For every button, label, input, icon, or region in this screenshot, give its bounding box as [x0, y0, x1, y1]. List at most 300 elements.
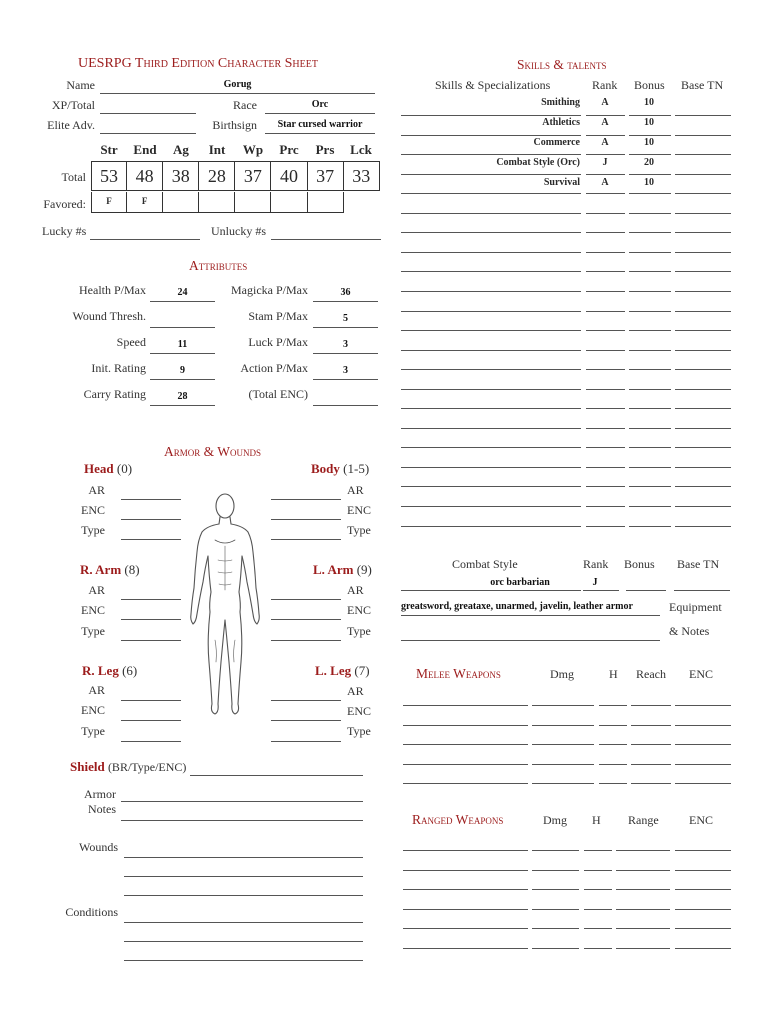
ranged-row-line[interactable] [616, 909, 670, 910]
skills-col-tn: Base TN [681, 78, 724, 92]
skill-row-line[interactable] [675, 408, 731, 409]
skill-row-line[interactable] [401, 389, 581, 390]
skill-row-line[interactable] [586, 115, 625, 116]
skill-row-line[interactable] [401, 408, 581, 409]
total-ag[interactable]: 38 [163, 161, 199, 191]
r-leg-range: (6) [122, 663, 138, 678]
skill-row-line[interactable] [586, 193, 625, 194]
magicka-label: Magicka P/Max [231, 283, 308, 297]
skill-bonus-1: 10 [644, 97, 654, 108]
melee-row-line[interactable] [675, 744, 731, 745]
lucky-field[interactable] [90, 224, 200, 240]
head-enc-field[interactable] [121, 505, 181, 520]
r-arm-name: R. Arm [80, 562, 122, 577]
skill-bonus-3: 10 [644, 137, 654, 148]
ranged-row-line[interactable] [584, 870, 612, 871]
init-rating-value: 9 [180, 365, 185, 376]
r-leg-enc-field[interactable] [121, 706, 181, 721]
head-ar-field[interactable] [121, 485, 181, 500]
r-leg-type-field[interactable] [121, 727, 181, 742]
r-arm-enc-field[interactable] [121, 605, 181, 620]
l-leg-name: L. Leg [315, 663, 352, 678]
skill-row-line[interactable] [629, 389, 671, 390]
conditions-line-1[interactable] [124, 908, 363, 923]
skill-name-3: Commerce [533, 137, 580, 148]
ranged-row-line[interactable] [584, 850, 612, 851]
skill-row-line[interactable] [629, 447, 671, 448]
skill-row-line[interactable] [586, 389, 625, 390]
body-ar-label: AR [347, 483, 364, 497]
skill-row-line[interactable] [675, 447, 731, 448]
carry-rating-field[interactable] [150, 388, 215, 406]
skill-row-line[interactable] [401, 311, 581, 312]
melee-title: Melee Weapons [416, 666, 501, 681]
total-prs[interactable]: 37 [308, 161, 344, 191]
r-leg-ar-label: AR [88, 683, 105, 697]
conditions-line-2[interactable] [124, 927, 363, 942]
melee-row-line[interactable] [532, 744, 594, 745]
ranged-row-line[interactable] [403, 909, 528, 910]
r-leg-heading [82, 663, 137, 679]
skill-row-line[interactable] [629, 526, 671, 527]
init-rating-field[interactable] [150, 362, 215, 380]
skill-row-line[interactable] [401, 350, 581, 351]
l-arm-heading [313, 562, 372, 578]
skill-row-line[interactable] [675, 428, 731, 429]
race-value: Orc [311, 99, 329, 110]
r-arm-heading [80, 562, 140, 578]
skill-row-line[interactable] [629, 350, 671, 351]
r-arm-type-label: Type [81, 624, 105, 638]
body-type-label: Type [347, 523, 371, 537]
armor-notes-label-2: Notes [88, 802, 116, 816]
luck-points-label: Luck P/Max [248, 335, 308, 349]
l-leg-ar-field[interactable] [271, 686, 341, 701]
r-arm-type-field[interactable] [121, 626, 181, 641]
melee-row-line[interactable] [631, 783, 671, 784]
skill-row-line[interactable] [401, 447, 581, 448]
melee-row-line[interactable] [599, 705, 627, 706]
skill-row-line[interactable] [629, 174, 671, 175]
skill-row-line[interactable] [675, 506, 731, 507]
sheet-title: UESRPG Third Edition Character Sheet [78, 56, 318, 71]
skill-row-line[interactable] [675, 389, 731, 390]
ranged-row-line[interactable] [675, 870, 731, 871]
favored-str[interactable]: F [91, 192, 127, 213]
l-leg-type-label: Type [347, 724, 371, 738]
skill-row-line[interactable] [675, 174, 731, 175]
melee-row-line[interactable] [532, 764, 594, 765]
skill-row-line[interactable] [586, 486, 625, 487]
speed-label: Speed [116, 335, 146, 349]
skill-row-line[interactable] [629, 115, 671, 116]
skill-row-line[interactable] [629, 232, 671, 233]
health-value: 24 [177, 287, 188, 298]
name-value: Gorug [223, 79, 252, 90]
skill-row-line[interactable] [401, 369, 581, 370]
skill-bonus-5: 10 [644, 177, 654, 188]
total-str[interactable]: 53 [91, 161, 127, 191]
wounds-line-1[interactable] [124, 843, 363, 858]
speed-field[interactable] [150, 336, 215, 354]
skill-row-line[interactable] [586, 506, 625, 507]
body-enc-label: ENC [347, 503, 371, 517]
wounds-label: Wounds [78, 840, 118, 854]
header-ag: Ag [173, 142, 189, 157]
skill-row-line[interactable] [675, 486, 731, 487]
melee-row-line[interactable] [532, 705, 594, 706]
armor-title: Armor & Wounds [164, 444, 262, 459]
attributes-title: Attributes [189, 258, 248, 273]
favored-prc[interactable] [271, 192, 307, 213]
ranged-row-line[interactable] [403, 948, 528, 949]
melee-col-enc: ENC [689, 667, 713, 681]
head-enc-label: ENC [81, 503, 105, 517]
combat-style-bonus-field[interactable] [626, 576, 666, 591]
total-enc-field[interactable] [313, 388, 378, 406]
skill-row-line[interactable] [586, 467, 625, 468]
skill-bonus-4: 20 [644, 157, 654, 168]
header-int: Int [208, 142, 226, 157]
skill-row-line[interactable] [401, 193, 581, 194]
skill-row-line[interactable] [675, 271, 731, 272]
skill-rank-3: A [601, 137, 609, 148]
melee-row-line[interactable] [675, 764, 731, 765]
skill-row-line[interactable] [401, 467, 581, 468]
skill-row-line[interactable] [401, 291, 581, 292]
combat-style-name-field[interactable] [401, 576, 581, 591]
r-arm-range: (8) [124, 562, 140, 577]
melee-row-line[interactable] [599, 764, 627, 765]
melee-row-line[interactable] [675, 725, 731, 726]
header-str: Str [100, 142, 118, 157]
action-points-label: Action P/Max [240, 361, 308, 375]
conditions-line-3[interactable] [124, 946, 363, 961]
skill-row-line[interactable] [629, 271, 671, 272]
stamina-field[interactable] [313, 310, 378, 328]
shield-name: Shield [70, 759, 105, 774]
carry-rating-label: Carry Rating [83, 387, 146, 401]
skill-row-line[interactable] [629, 135, 671, 136]
equipment-label-1: Equipment [669, 600, 722, 614]
ranged-col-h: H [592, 813, 601, 827]
ranged-row-line[interactable] [616, 870, 670, 871]
skill-row-line[interactable] [586, 526, 625, 527]
combat-style-col-rank: Rank [583, 557, 609, 571]
ranged-row-line[interactable] [675, 928, 731, 929]
skill-row-line[interactable] [675, 350, 731, 351]
health-label: Health P/Max [79, 283, 146, 297]
skill-row-line[interactable] [629, 291, 671, 292]
ranged-row-line[interactable] [584, 948, 612, 949]
birthsign-field[interactable] [265, 118, 375, 134]
skill-row-line[interactable] [586, 330, 625, 331]
skill-row-line[interactable] [401, 271, 581, 272]
action-points-value: 3 [343, 365, 348, 376]
skill-bonus-2: 10 [644, 117, 654, 128]
skill-row-line[interactable] [629, 428, 671, 429]
name-label: Name [66, 78, 95, 92]
skill-row-line[interactable] [675, 213, 731, 214]
skills-col-skill: Skills & Specializations [435, 78, 551, 92]
favored-int[interactable] [199, 192, 235, 213]
unlucky-label: Unlucky #s [211, 224, 266, 238]
skill-rank-2: A [601, 117, 609, 128]
ranged-row-line[interactable] [532, 909, 579, 910]
skill-row-line[interactable] [586, 174, 625, 175]
elite-field[interactable] [100, 118, 196, 134]
ranged-row-line[interactable] [616, 889, 670, 890]
carry-rating-value: 28 [177, 391, 188, 402]
melee-row-line[interactable] [403, 783, 528, 784]
skill-row-line[interactable] [629, 467, 671, 468]
melee-row-line[interactable] [403, 744, 528, 745]
skill-row-line[interactable] [586, 311, 625, 312]
melee-col-dmg: Dmg [550, 667, 574, 681]
total-enc-label: (Total ENC) [248, 387, 308, 401]
skill-row-line[interactable] [586, 369, 625, 370]
combat-style-name: orc barbarian [490, 577, 550, 588]
skill-row-line[interactable] [629, 213, 671, 214]
melee-row-line[interactable] [403, 705, 528, 706]
melee-row-line[interactable] [599, 783, 627, 784]
skill-row-line[interactable] [586, 447, 625, 448]
ranged-row-line[interactable] [532, 948, 579, 949]
skill-row-line[interactable] [401, 330, 581, 331]
total-int[interactable]: 28 [199, 161, 235, 191]
skill-row-line[interactable] [675, 115, 731, 116]
equipment-line-2[interactable] [401, 626, 660, 641]
skill-row-line[interactable] [629, 330, 671, 331]
skill-row-line[interactable] [401, 506, 581, 507]
r-leg-enc-label: ENC [81, 703, 105, 717]
body-range: (1-5) [343, 461, 370, 476]
melee-row-line[interactable] [675, 783, 731, 784]
skills-col-bonus: Bonus [634, 78, 665, 92]
l-arm-enc-label: ENC [347, 603, 371, 617]
total-lck[interactable]: 33 [344, 161, 380, 191]
magicka-value: 36 [340, 287, 351, 298]
l-arm-type-field[interactable] [271, 626, 341, 641]
skill-row-line[interactable] [401, 135, 581, 136]
skill-row-line[interactable] [401, 213, 581, 214]
l-leg-type-field[interactable] [271, 727, 341, 742]
ranged-row-line[interactable] [675, 948, 731, 949]
skill-row-line[interactable] [586, 428, 625, 429]
ranged-row-line[interactable] [532, 850, 579, 851]
skill-row-line[interactable] [675, 291, 731, 292]
skill-row-line[interactable] [401, 232, 581, 233]
ranged-row-line[interactable] [403, 850, 528, 851]
skill-row-line[interactable] [629, 369, 671, 370]
ranged-row-line[interactable] [616, 850, 670, 851]
skill-name-1: Smithing [541, 97, 580, 108]
stamina-label: Stam P/Max [248, 309, 308, 323]
ranged-col-range: Range [628, 813, 659, 827]
ranged-row-line[interactable] [616, 928, 670, 929]
action-points-field[interactable] [313, 362, 378, 380]
melee-row-line[interactable] [403, 725, 528, 726]
skill-row-line[interactable] [586, 350, 625, 351]
skill-row-line[interactable] [675, 467, 731, 468]
xp-field[interactable] [100, 98, 196, 114]
body-ar-field[interactable] [271, 485, 341, 500]
wound-thresh-field[interactable] [150, 310, 215, 328]
combat-style-rank-field[interactable] [583, 576, 619, 591]
l-arm-name: L. Arm [313, 562, 354, 577]
ranged-row-line[interactable] [532, 889, 579, 890]
wound-thresh-label: Wound Thresh. [72, 309, 146, 323]
birthsign-label: Birthsign [212, 118, 257, 132]
l-arm-ar-field[interactable] [271, 585, 341, 600]
xp-label: XP/Total [51, 98, 95, 112]
ranged-row-line[interactable] [675, 909, 731, 910]
melee-row-line[interactable] [631, 725, 671, 726]
skill-row-line[interactable] [401, 174, 581, 175]
wounds-line-3[interactable] [124, 881, 363, 896]
skills-col-rank: Rank [592, 78, 618, 92]
skill-row-line[interactable] [586, 291, 625, 292]
race-field[interactable] [265, 98, 375, 114]
body-type-field[interactable] [271, 525, 341, 540]
total-wp[interactable]: 37 [235, 161, 271, 191]
skill-row-line[interactable] [629, 193, 671, 194]
ranged-col-enc: ENC [689, 813, 713, 827]
health-field[interactable] [150, 284, 215, 302]
header-prs: Prs [315, 142, 335, 157]
skill-row-line[interactable] [675, 193, 731, 194]
skill-row-line[interactable] [401, 526, 581, 527]
skill-row-line[interactable] [629, 506, 671, 507]
ranged-row-line[interactable] [584, 909, 612, 910]
r-arm-enc-label: ENC [81, 603, 105, 617]
skill-row-line[interactable] [629, 408, 671, 409]
combat-style-col-tn: Base TN [677, 557, 720, 571]
skill-row-line[interactable] [586, 408, 625, 409]
l-arm-range: (9) [356, 562, 372, 577]
skill-row-line[interactable] [586, 271, 625, 272]
skill-name-2: Athletics [542, 117, 580, 128]
ranged-row-line[interactable] [675, 889, 731, 890]
speed-value: 11 [177, 339, 188, 350]
skill-row-line[interactable] [401, 115, 581, 116]
skill-row-line[interactable] [629, 252, 671, 253]
skill-name-5: Survival [543, 177, 580, 188]
favored-prs[interactable] [308, 192, 344, 213]
skill-row-line[interactable] [675, 232, 731, 233]
skill-row-line[interactable] [586, 232, 625, 233]
lucky-label: Lucky #s [42, 224, 87, 238]
melee-row-line[interactable] [675, 705, 731, 706]
l-leg-enc-field[interactable] [271, 706, 341, 721]
skill-row-line[interactable] [401, 154, 581, 155]
luck-points-field[interactable] [313, 336, 378, 354]
skill-row-line[interactable] [629, 311, 671, 312]
magicka-field[interactable] [313, 284, 378, 302]
skill-row-line[interactable] [401, 252, 581, 253]
l-leg-heading [315, 663, 370, 679]
skill-row-line[interactable] [586, 135, 625, 136]
ranged-row-line[interactable] [616, 948, 670, 949]
skill-row-line[interactable] [675, 369, 731, 370]
melee-col-h: H [609, 667, 618, 681]
combat-style-tn-field[interactable] [674, 576, 730, 591]
armor-notes-line-2[interactable] [121, 806, 363, 821]
melee-row-line[interactable] [403, 764, 528, 765]
skill-row-line[interactable] [675, 330, 731, 331]
skill-row-line[interactable] [401, 428, 581, 429]
favored-end[interactable]: F [127, 192, 163, 213]
total-prc[interactable]: 40 [271, 161, 307, 191]
body-heading [311, 461, 369, 477]
skill-row-line[interactable] [675, 526, 731, 527]
l-arm-enc-field[interactable] [271, 605, 341, 620]
body-enc-field[interactable] [271, 505, 341, 520]
skill-row-line[interactable] [675, 154, 731, 155]
characteristic-totals [91, 161, 380, 191]
melee-row-line[interactable] [631, 764, 671, 765]
melee-row-line[interactable] [631, 705, 671, 706]
total-end[interactable]: 48 [127, 161, 163, 191]
head-ar-label: AR [88, 483, 105, 497]
unlucky-field[interactable] [271, 224, 381, 240]
skill-row-line[interactable] [675, 252, 731, 253]
skill-row-line[interactable] [586, 252, 625, 253]
skill-row-line[interactable] [586, 213, 625, 214]
equipment-line-1[interactable] [401, 601, 660, 616]
melee-row-line[interactable] [532, 725, 594, 726]
ranged-row-line[interactable] [584, 889, 612, 890]
skill-row-line[interactable] [629, 154, 671, 155]
melee-row-line[interactable] [532, 783, 594, 784]
skill-row-line[interactable] [629, 486, 671, 487]
head-range: (0) [116, 461, 133, 476]
skill-row-line[interactable] [675, 135, 731, 136]
ranged-row-line[interactable] [532, 870, 579, 871]
l-leg-ar-label: AR [347, 684, 364, 698]
ranged-row-line[interactable] [532, 928, 579, 929]
ranged-row-line[interactable] [675, 850, 731, 851]
ranged-row-line[interactable] [403, 870, 528, 871]
shield-heading [70, 759, 186, 775]
favored-ag[interactable] [163, 192, 199, 213]
stamina-value: 5 [343, 313, 348, 324]
header-end: End [133, 142, 157, 157]
melee-row-line[interactable] [599, 744, 627, 745]
head-type-label: Type [81, 523, 105, 537]
skill-row-line[interactable] [401, 486, 581, 487]
wounds-line-2[interactable] [124, 862, 363, 877]
melee-row-line[interactable] [631, 744, 671, 745]
armor-notes-line-1[interactable] [121, 787, 363, 802]
luck-points-value: 3 [343, 339, 348, 350]
shield-desc: (BR/Type/ENC) [107, 760, 187, 774]
ranged-row-line[interactable] [403, 889, 528, 890]
name-field[interactable] [100, 78, 375, 94]
skill-row-line[interactable] [586, 154, 625, 155]
skill-row-line[interactable] [675, 311, 731, 312]
r-leg-ar-field[interactable] [121, 686, 181, 701]
favored-wp[interactable] [235, 192, 271, 213]
head-type-field[interactable] [121, 525, 181, 540]
ranged-row-line[interactable] [403, 928, 528, 929]
ranged-row-line[interactable] [584, 928, 612, 929]
r-arm-ar-field[interactable] [121, 585, 181, 600]
melee-row-line[interactable] [599, 725, 627, 726]
combat-style-rank: J [592, 577, 598, 588]
shield-field[interactable] [190, 761, 363, 776]
header-wp: Wp [242, 142, 264, 157]
